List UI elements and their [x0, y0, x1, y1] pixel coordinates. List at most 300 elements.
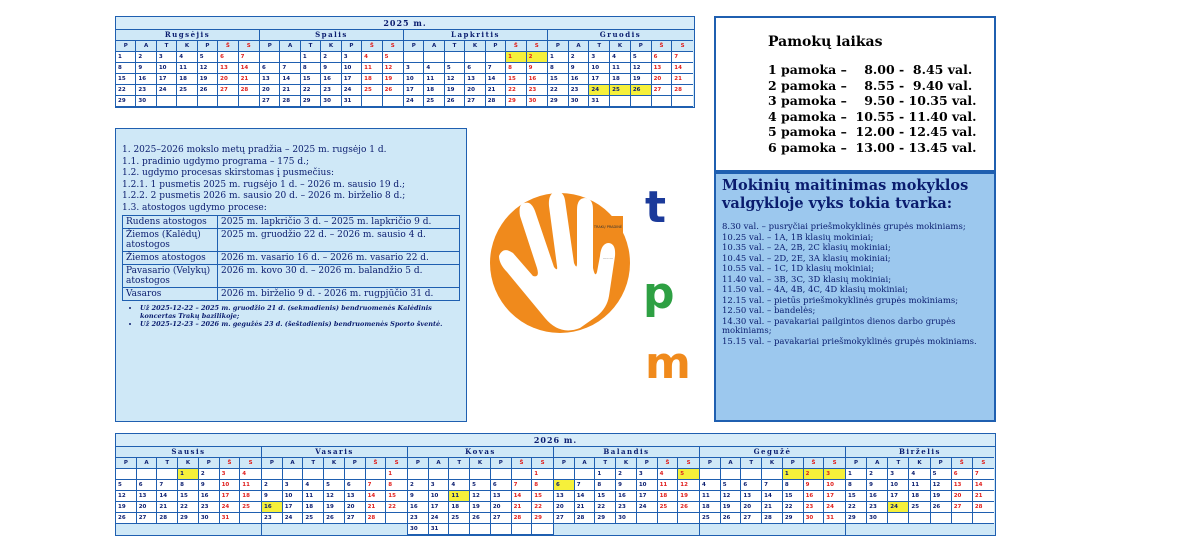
day-cell: 29 [783, 513, 804, 524]
month-name: Gegužė [700, 447, 845, 458]
day-cell: 5 [678, 469, 699, 480]
day-cell: 6 [260, 63, 280, 74]
month-grid [262, 458, 407, 524]
day-cell: 13 [741, 491, 762, 502]
weekday-header: K [178, 458, 199, 469]
day-cell: 18 [610, 74, 631, 85]
day-cell: 17 [429, 502, 450, 513]
day-cell: 12 [678, 480, 699, 491]
day-cell [512, 524, 533, 535]
vacation-row [123, 216, 460, 229]
day-cell: 20 [491, 502, 512, 513]
weekday-header: S [386, 458, 407, 469]
day-cell [491, 524, 512, 535]
meal-row: 10.55 val. – 1C, 1D klasių mokiniai; [722, 264, 874, 274]
weekday-header: S [527, 41, 547, 52]
logo-letter-m: m [645, 338, 691, 389]
day-cell: 8 [301, 63, 321, 74]
day-cell: 5 [931, 469, 952, 480]
day-cell: 17 [157, 74, 177, 85]
weekday-header: K [610, 41, 631, 52]
month-grid [408, 458, 553, 535]
day-cell: 17 [220, 491, 241, 502]
weekday-header: A [867, 458, 888, 469]
day-cell: 4 [240, 469, 261, 480]
day-cell: 9 [804, 480, 825, 491]
weekday-header: P [116, 41, 136, 52]
day-cell: 4 [909, 469, 930, 480]
day-cell: 21 [157, 502, 178, 513]
day-cell: 23 [199, 502, 220, 513]
day-cell: 10 [404, 74, 424, 85]
day-cell: 20 [218, 74, 238, 85]
calendar-month [548, 30, 693, 107]
day-cell: 30 [569, 96, 590, 107]
lesson-times-title: Pamokų laikas [768, 34, 883, 50]
weekday-header: P [554, 458, 575, 469]
day-cell [177, 96, 197, 107]
weekday-header: Š [366, 458, 387, 469]
info-lines [122, 145, 460, 214]
day-cell: 24 [342, 85, 362, 96]
vacation-dates: 2026 m. birželio 9 d. - 2026 m. rugpjūčio 31 d. [218, 288, 460, 301]
day-cell: 18 [658, 491, 679, 502]
meal-row: 8.30 val. – pusryčiai priešmokyklinės grupės mokiniams; [722, 222, 966, 232]
day-cell: 4 [610, 52, 631, 63]
calendar-month [116, 447, 262, 535]
day-cell: 11 [424, 74, 444, 85]
day-cell: 12 [324, 491, 345, 502]
day-cell: 4 [449, 480, 470, 491]
day-cell: 3 [283, 480, 304, 491]
day-cell: 8 [178, 480, 199, 491]
day-cell: 20 [465, 85, 485, 96]
day-cell: 14 [280, 74, 300, 85]
day-cell: 5 [198, 52, 218, 63]
day-cell: 26 [383, 85, 403, 96]
weekday-header: Š [804, 458, 825, 469]
day-cell: 17 [637, 491, 658, 502]
info-line: 1.2.2. 2 pusmetis 2026 m. sausio 20 d. – 2026 m. birželio 8 d.; [122, 191, 406, 201]
month-grid [548, 41, 693, 107]
school-logo [485, 168, 705, 408]
day-cell: 23 [867, 502, 888, 513]
day-cell: 19 [678, 491, 699, 502]
day-cell: 31 [429, 524, 450, 535]
day-cell: 8 [506, 63, 526, 74]
day-cell: 2 [262, 480, 283, 491]
day-cell [324, 469, 345, 480]
info-line: 1.2.1. 1 pusmetis 2025 m. rugsėjo 1 d. – 2026 m. sausio 19 d.; [122, 179, 406, 190]
day-cell: 19 [324, 502, 345, 513]
calendar-month [700, 447, 846, 535]
weekday-header: P [260, 41, 280, 52]
day-cell [404, 52, 424, 63]
day-cell: 15 [301, 74, 321, 85]
day-cell: 14 [512, 491, 533, 502]
day-cell: 20 [741, 502, 762, 513]
day-cell: 28 [239, 85, 259, 96]
calendar-2026-months [116, 447, 995, 535]
day-cell: 23 [408, 513, 429, 524]
weekday-header: T [595, 458, 616, 469]
day-cell: 8 [783, 480, 804, 491]
day-cell: 4 [658, 469, 679, 480]
day-cell: 23 [616, 502, 637, 513]
weekday-header: K [321, 41, 341, 52]
day-cell: 7 [672, 52, 693, 63]
weekday-header: A [424, 41, 444, 52]
day-cell: 30 [321, 96, 341, 107]
day-cell: 17 [824, 491, 845, 502]
svg-text:.........: ......... [602, 256, 614, 260]
meal-row: 15.15 val. – pavakariai priešmokyklinės grupės mokiniams. [722, 336, 977, 347]
day-cell: 8 [386, 480, 407, 491]
day-cell: 10 [637, 480, 658, 491]
day-cell: 28 [973, 502, 994, 513]
day-cell: 20 [952, 491, 973, 502]
day-cell: 27 [260, 96, 280, 107]
weekday-header: A [569, 41, 590, 52]
day-cell: 6 [652, 52, 673, 63]
day-cell: 24 [283, 513, 304, 524]
day-cell: 31 [824, 513, 845, 524]
day-cell: 1 [783, 469, 804, 480]
day-cell: 16 [136, 74, 156, 85]
day-cell: 18 [362, 74, 382, 85]
calendar-month [260, 30, 404, 107]
meal-row: 10.45 val. – 2D, 2E, 3A klasių mokiniai; [722, 253, 891, 264]
day-cell: 5 [721, 480, 742, 491]
weekday-header: S [239, 41, 259, 52]
day-cell: 17 [888, 491, 909, 502]
weekday-header: P [198, 41, 218, 52]
info-line: 1. 2025–2026 mokslo metų pradžia – 2025 m. rugsėjo 1 d. [122, 145, 387, 155]
day-cell: 11 [362, 63, 382, 74]
day-cell: 23 [527, 85, 547, 96]
day-cell: 29 [846, 513, 867, 524]
day-cell: 22 [116, 85, 136, 96]
day-cell: 24 [637, 502, 658, 513]
day-cell: 21 [486, 85, 506, 96]
day-cell: 25 [240, 502, 261, 513]
day-cell: 23 [321, 85, 341, 96]
day-cell: 6 [345, 480, 366, 491]
day-cell: 16 [616, 491, 637, 502]
weekday-header: T [157, 458, 178, 469]
day-cell: 26 [198, 85, 218, 96]
vacations-table [122, 215, 460, 301]
day-cell: 8 [846, 480, 867, 491]
day-cell: 26 [470, 513, 491, 524]
calendar-month [262, 447, 408, 535]
day-cell: 5 [631, 52, 652, 63]
calendar-2025-months [116, 30, 694, 107]
day-cell: 8 [548, 63, 569, 74]
svg-text:TRAKŲ PRADINĖ: TRAKŲ PRADINĖ [593, 225, 623, 229]
day-cell: 2 [136, 52, 156, 63]
lesson-times-box [714, 16, 996, 172]
day-cell: 7 [512, 480, 533, 491]
vacation-dates: 2026 m. kovo 30 d. – 2026 m. balandžio 5 d. [218, 265, 460, 288]
day-cell: 10 [283, 491, 304, 502]
day-cell [486, 52, 506, 63]
day-cell [554, 469, 575, 480]
note-item: • Už 2025-12-22 – 2025 m. gruodžio 21 d. (sekmadienis) bendruomenės Kalėdinis koncertas Trakų bazilikoje; [140, 304, 460, 320]
month-name: Rugsėjis [116, 30, 259, 41]
day-cell: 3 [429, 480, 450, 491]
day-cell: 19 [116, 502, 137, 513]
info-line: 1.2. ugdymo procesas skirstomas į pusmečius: [122, 168, 334, 178]
month-name: Lapkritis [404, 30, 547, 41]
day-cell: 16 [408, 502, 429, 513]
day-cell: 12 [383, 63, 403, 74]
calendar-2026 [115, 433, 996, 536]
weekday-header: P [199, 458, 220, 469]
day-cell: 26 [445, 96, 465, 107]
day-cell: 1 [386, 469, 407, 480]
day-cell: 18 [240, 491, 261, 502]
day-cell: 17 [283, 502, 304, 513]
day-cell [512, 469, 533, 480]
month-name: Vasaris [262, 447, 407, 458]
day-cell: 16 [867, 491, 888, 502]
day-cell: 15 [506, 74, 526, 85]
day-cell: 22 [178, 502, 199, 513]
lesson-row: 3 pamoka – 9.50 - 10.35 val. [768, 93, 977, 108]
day-cell: 21 [512, 502, 533, 513]
day-cell: 3 [404, 63, 424, 74]
month-grid [116, 41, 259, 107]
day-cell [637, 513, 658, 524]
day-cell [445, 52, 465, 63]
weekday-header: K [177, 41, 197, 52]
meal-row: 14.30 val. – pavakariai pailgintos dienos darbo grupės mokiniams; [722, 316, 956, 336]
day-cell [383, 96, 403, 107]
day-cell: 23 [136, 85, 156, 96]
day-cell [532, 524, 553, 535]
day-cell [672, 96, 693, 107]
day-cell: 25 [610, 85, 631, 96]
day-cell: 11 [449, 491, 470, 502]
day-cell: 31 [220, 513, 241, 524]
day-cell: 4 [700, 480, 721, 491]
weekday-header: Š [220, 458, 241, 469]
day-cell: 12 [631, 63, 652, 74]
day-cell: 25 [658, 502, 679, 513]
notes-list [126, 304, 460, 328]
day-cell: 21 [672, 74, 693, 85]
month-name: Birželis [846, 447, 994, 458]
vacation-row [123, 288, 460, 301]
day-cell [362, 96, 382, 107]
day-cell: 20 [137, 502, 158, 513]
day-cell: 28 [512, 513, 533, 524]
day-cell [465, 52, 485, 63]
day-cell: 22 [386, 502, 407, 513]
day-cell: 14 [366, 491, 387, 502]
day-cell: 6 [218, 52, 238, 63]
day-cell: 24 [824, 502, 845, 513]
day-cell: 3 [637, 469, 658, 480]
day-cell: 2 [408, 480, 429, 491]
day-cell: 24 [888, 502, 909, 513]
day-cell: 1 [301, 52, 321, 63]
month-name: Sausis [116, 447, 261, 458]
weekday-header: A [136, 41, 156, 52]
day-cell: 14 [575, 491, 596, 502]
day-cell: 8 [532, 480, 553, 491]
day-cell: 15 [116, 74, 136, 85]
day-cell [366, 469, 387, 480]
day-cell: 1 [532, 469, 553, 480]
day-cell: 22 [846, 502, 867, 513]
lesson-row: 4 pamoka – 10.55 - 11.40 val. [768, 108, 977, 124]
day-cell: 3 [888, 469, 909, 480]
day-cell: 27 [652, 85, 673, 96]
day-cell: 20 [652, 74, 673, 85]
day-cell [678, 513, 699, 524]
day-cell: 18 [909, 491, 930, 502]
day-cell: 8 [116, 63, 136, 74]
day-cell [575, 469, 596, 480]
day-cell: 9 [867, 480, 888, 491]
day-cell: 3 [824, 469, 845, 480]
day-cell: 19 [931, 491, 952, 502]
day-cell: 1 [116, 52, 136, 63]
day-cell: 24 [404, 96, 424, 107]
day-cell: 13 [218, 63, 238, 74]
day-cell: 16 [527, 74, 547, 85]
day-cell: 24 [220, 502, 241, 513]
day-cell: 2 [569, 52, 590, 63]
day-cell: 29 [506, 96, 526, 107]
day-cell: 12 [931, 480, 952, 491]
weekday-header: T [301, 41, 321, 52]
day-cell: 15 [783, 491, 804, 502]
day-cell: 24 [157, 85, 177, 96]
vacation-dates: 2026 m. vasario 16 d. – 2026 m. vasario 22 d. [218, 252, 460, 265]
day-cell: 3 [157, 52, 177, 63]
weekday-header: P [404, 41, 424, 52]
day-cell [408, 469, 429, 480]
day-cell: 13 [345, 491, 366, 502]
day-cell: 26 [721, 513, 742, 524]
vacation-name: Žiemos (Kalėdų) atostogos [123, 229, 218, 252]
weekday-header: A [283, 458, 304, 469]
calendar-month [116, 30, 260, 107]
day-cell: 13 [491, 491, 512, 502]
day-cell: 21 [762, 502, 783, 513]
day-cell [721, 469, 742, 480]
day-cell: 11 [240, 480, 261, 491]
day-cell: 14 [239, 63, 259, 74]
day-cell: 13 [952, 480, 973, 491]
day-cell: 19 [721, 502, 742, 513]
day-cell: 19 [470, 502, 491, 513]
day-cell: 26 [324, 513, 345, 524]
day-cell [116, 469, 137, 480]
day-cell [888, 513, 909, 524]
month-grid [116, 458, 261, 524]
vacation-dates: 2025 m. gruodžio 22 d. – 2026 m. sausio 4 d. [218, 229, 460, 252]
day-cell: 24 [429, 513, 450, 524]
day-cell: 6 [741, 480, 762, 491]
day-cell [470, 524, 491, 535]
day-cell: 16 [804, 491, 825, 502]
day-cell: 25 [449, 513, 470, 524]
weekday-header: K [909, 458, 930, 469]
day-cell: 23 [804, 502, 825, 513]
day-cell: 29 [532, 513, 553, 524]
day-cell: 28 [762, 513, 783, 524]
day-cell [931, 513, 952, 524]
day-cell: 10 [429, 491, 450, 502]
vacation-name: Pavasario (Velykų) atostogos [123, 265, 218, 288]
day-cell: 31 [342, 96, 362, 107]
day-cell: 4 [303, 480, 324, 491]
day-cell: 17 [342, 74, 362, 85]
day-cell: 16 [321, 74, 341, 85]
vacation-row [123, 252, 460, 265]
weekday-header: S [532, 458, 553, 469]
meal-row: 12.50 val. – bandelės; [722, 306, 816, 316]
day-cell: 9 [527, 63, 547, 74]
day-cell: 2 [199, 469, 220, 480]
weekday-header: P [783, 458, 804, 469]
day-cell: 30 [527, 96, 547, 107]
day-cell: 11 [909, 480, 930, 491]
day-cell: 9 [569, 63, 590, 74]
day-cell [652, 96, 673, 107]
day-cell: 27 [137, 513, 158, 524]
day-cell: 25 [303, 513, 324, 524]
day-cell: 6 [952, 469, 973, 480]
day-cell: 5 [116, 480, 137, 491]
weekday-header: P [116, 458, 137, 469]
day-cell: 16 [262, 502, 283, 513]
weekday-header: T [888, 458, 909, 469]
day-cell: 1 [178, 469, 199, 480]
day-cell: 26 [116, 513, 137, 524]
meal-row: 10.25 val. – 1A, 1B klasių mokiniai; [722, 232, 874, 243]
day-cell [424, 52, 444, 63]
month-name: Balandis [554, 447, 699, 458]
day-cell [280, 52, 300, 63]
weekday-header: A [721, 458, 742, 469]
day-cell: 18 [303, 502, 324, 513]
weekday-header: K [762, 458, 783, 469]
day-cell: 23 [262, 513, 283, 524]
day-cell: 25 [177, 85, 197, 96]
day-cell: 28 [575, 513, 596, 524]
lesson-times-list [768, 62, 994, 155]
day-cell: 10 [824, 480, 845, 491]
day-cell [973, 513, 994, 524]
day-cell: 24 [589, 85, 610, 96]
day-cell: 5 [470, 480, 491, 491]
weekday-header: P [262, 458, 283, 469]
day-cell: 29 [301, 96, 321, 107]
day-cell [137, 469, 158, 480]
vacation-dates: 2025 m. lapkričio 3 d. – 2025 m. lapkričio 9 d. [218, 216, 460, 229]
day-cell: 21 [239, 74, 259, 85]
day-cell: 30 [616, 513, 637, 524]
day-cell: 7 [157, 480, 178, 491]
weekday-header: A [575, 458, 596, 469]
day-cell: 15 [548, 74, 569, 85]
day-cell: 6 [554, 480, 575, 491]
